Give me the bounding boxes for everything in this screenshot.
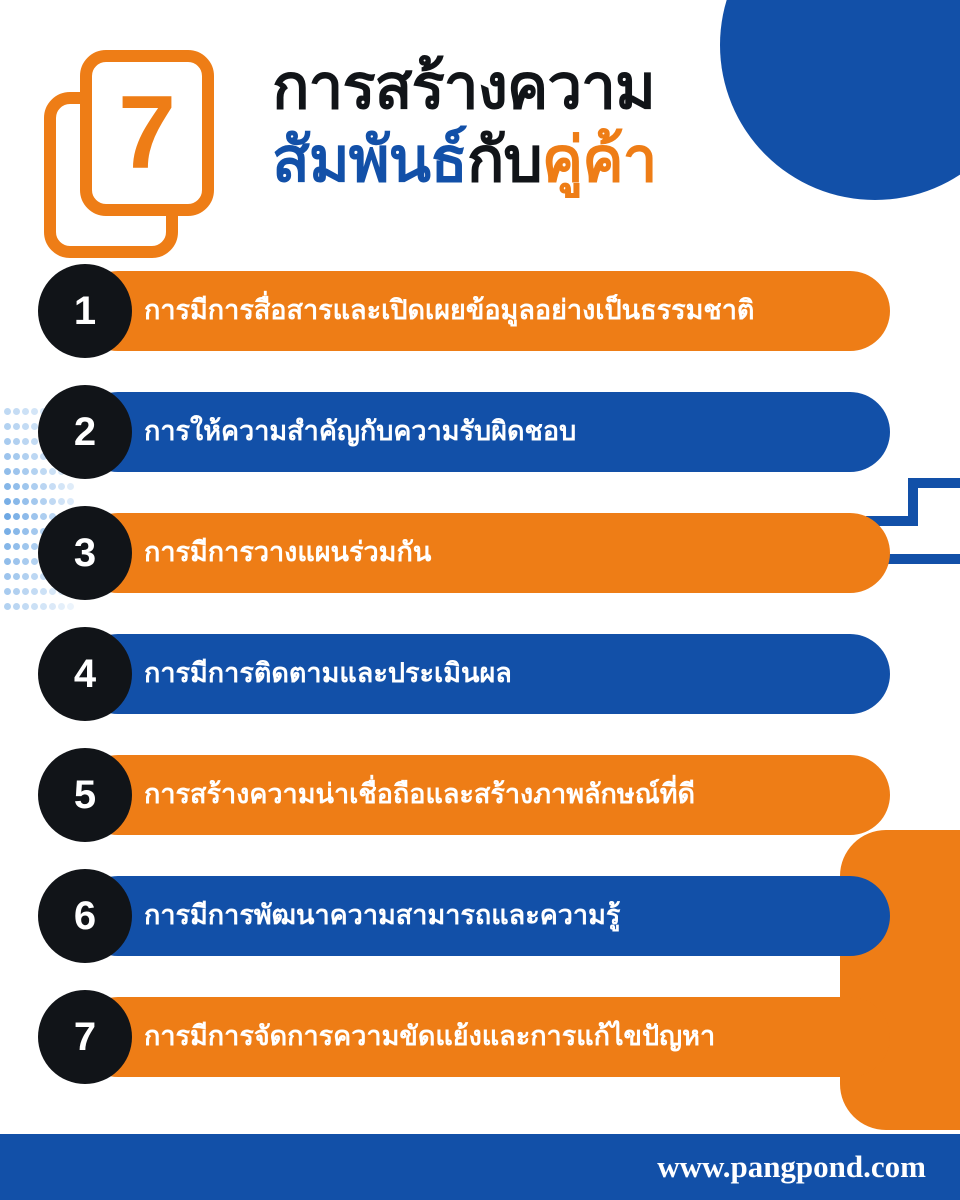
list-item-number: 7 [38,990,132,1084]
number-badge [44,50,204,258]
list-item[interactable] [0,627,960,721]
footer-website[interactable]: www.pangpond.com [657,1149,926,1184]
page-title [272,52,932,197]
list-item-label: การมีการจัดการความขัดแย้งและการแก้ไขปัญหา [144,1021,716,1052]
list-item-number: 5 [38,748,132,842]
list-item-label: การมีการวางแผนร่วมกัน [144,537,432,568]
list-item[interactable] [0,990,960,1084]
list-item-label: การมีการพัฒนาความสามารถและความรู้ [144,900,621,931]
list-item-bar [78,271,890,351]
list-item[interactable] [0,385,960,479]
list-item-number: 4 [38,627,132,721]
list-item-bar [78,876,890,956]
list-item[interactable] [0,264,960,358]
badge-card-front [80,50,214,216]
title-part-orange: คู่ค้า [541,126,657,196]
numbered-list [0,264,960,1111]
badge-number: 7 [118,75,176,191]
list-item-label: การให้ความสำคัญกับความรับผิดชอบ [144,416,577,447]
list-item-label: การมีการติดตามและประเมินผล [144,658,512,689]
list-item-number: 6 [38,869,132,963]
title-line-1: การสร้างความ [272,53,655,122]
list-item-label: การมีการสื่อสารและเปิดเผยข้อมูลอย่างเป็นธรรมชาติ [144,295,755,326]
list-item-number: 3 [38,506,132,600]
list-item[interactable] [0,748,960,842]
list-item-bar [78,997,890,1077]
list-item[interactable] [0,869,960,963]
list-item-bar [78,513,890,593]
list-item-number: 1 [38,264,132,358]
header [0,22,960,252]
list-item-bar [78,755,890,835]
list-item-bar [78,634,890,714]
title-line-2 [272,125,932,196]
footer [0,1134,960,1200]
title-part-blue: สัมพันธ์ [272,126,467,196]
list-item-label: การสร้างความน่าเชื่อถือและสร้างภาพลักษณ์ที่ดี [144,779,696,810]
list-item-number: 2 [38,385,132,479]
list-item-bar [78,392,890,472]
list-item[interactable] [0,506,960,600]
title-part-dark: กับ [466,126,542,196]
